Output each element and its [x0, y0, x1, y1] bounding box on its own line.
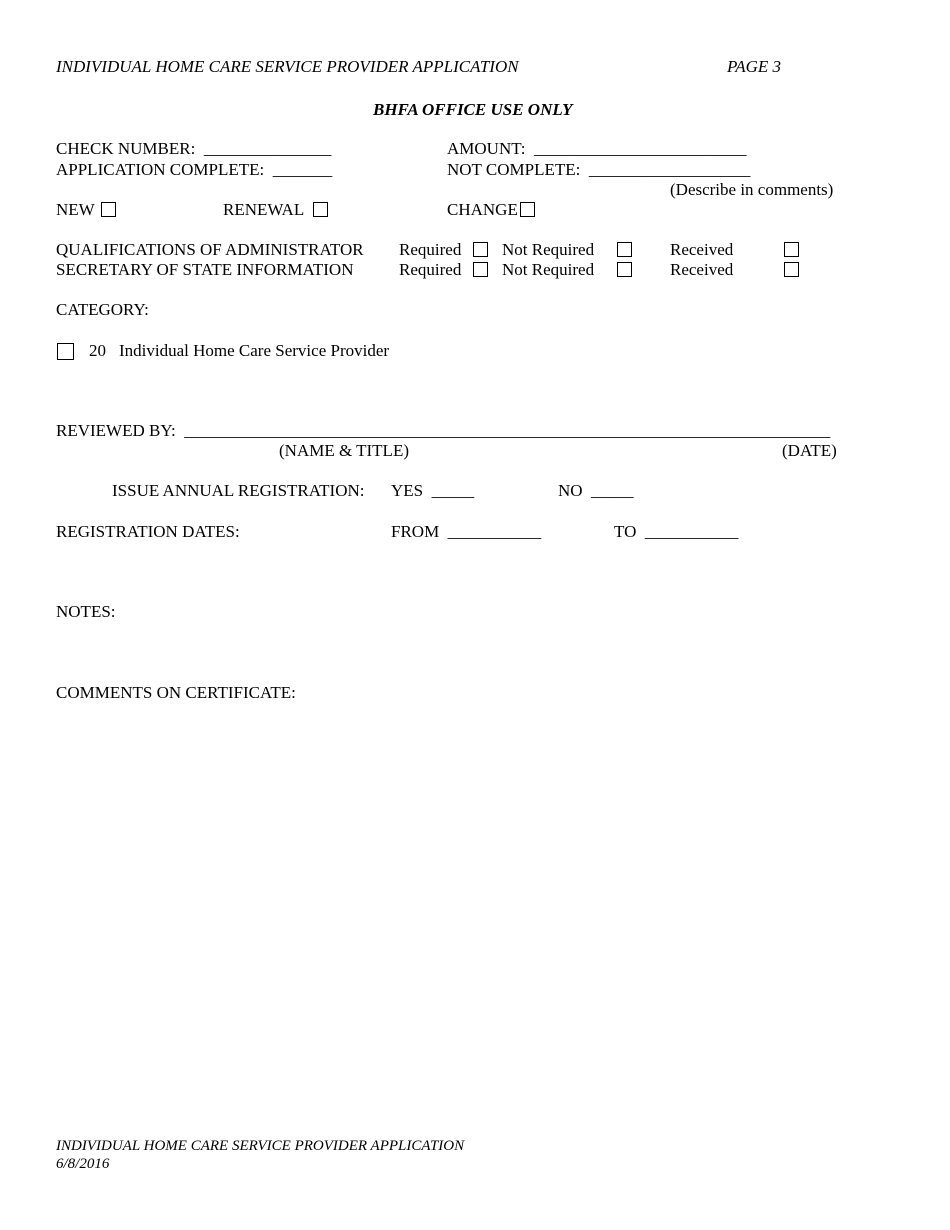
category-checkbox[interactable]: [57, 343, 74, 360]
footer-title: INDIVIDUAL HOME CARE SERVICE PROVIDER APPLICATION: [56, 1138, 465, 1154]
new-label: NEW: [56, 200, 95, 219]
section-title: BHFA OFFICE USE ONLY: [373, 100, 573, 119]
required-checkbox[interactable]: [473, 242, 488, 257]
notes-label: NOTES:: [56, 602, 116, 621]
reviewed-by-field[interactable]: REVIEWED BY: ____________________________________________________________________________: [56, 421, 831, 440]
renewal-label: RENEWAL: [223, 200, 305, 219]
requirement-label: SECRETARY OF STATE INFORMATION: [56, 260, 354, 279]
registration-from-field[interactable]: FROM ___________: [391, 522, 542, 541]
issue-no-field[interactable]: NO _____: [558, 481, 634, 500]
not-required-checkbox[interactable]: [617, 262, 632, 277]
amount-field[interactable]: AMOUNT: _________________________: [447, 139, 747, 158]
change-label: CHANGE: [447, 200, 518, 219]
received-label: Received: [670, 260, 734, 279]
category-label: CATEGORY:: [56, 300, 149, 319]
renewal-checkbox[interactable]: [313, 202, 328, 217]
change-checkbox[interactable]: [520, 202, 535, 217]
not-required-label: Not Required: [502, 260, 595, 279]
not-required-label: Not Required: [502, 240, 595, 259]
new-checkbox[interactable]: [101, 202, 116, 217]
requirement-label: QUALIFICATIONS OF ADMINISTRATOR: [56, 240, 364, 259]
category-code: 20: [89, 341, 106, 360]
not-complete-field[interactable]: NOT COMPLETE: ___________________: [447, 160, 751, 179]
application-complete-field[interactable]: APPLICATION COMPLETE: _______: [56, 160, 333, 179]
required-label: Required: [399, 260, 462, 279]
date-caption: (DATE): [782, 441, 837, 460]
issue-yes-field[interactable]: YES _____: [391, 481, 475, 500]
received-label: Received: [670, 240, 734, 259]
received-checkbox[interactable]: [784, 242, 799, 257]
received-checkbox[interactable]: [784, 262, 799, 277]
registration-dates-label: REGISTRATION DATES:: [56, 522, 240, 541]
category-name: Individual Home Care Service Provider: [119, 341, 390, 360]
issue-registration-label: ISSUE ANNUAL REGISTRATION:: [112, 481, 365, 500]
header-title: INDIVIDUAL HOME CARE SERVICE PROVIDER APPLICATION: [56, 57, 519, 76]
required-checkbox[interactable]: [473, 262, 488, 277]
footer-date: 6/8/2016: [56, 1156, 110, 1172]
name-title-caption: (NAME & TITLE): [279, 441, 409, 460]
describe-note: (Describe in comments): [670, 180, 834, 199]
not-required-checkbox[interactable]: [617, 242, 632, 257]
registration-to-field[interactable]: TO ___________: [614, 522, 739, 541]
check-number-field[interactable]: CHECK NUMBER: _______________: [56, 139, 332, 158]
required-label: Required: [399, 240, 462, 259]
comments-label: COMMENTS ON CERTIFICATE:: [56, 683, 296, 702]
page-number: PAGE 3: [727, 57, 781, 76]
